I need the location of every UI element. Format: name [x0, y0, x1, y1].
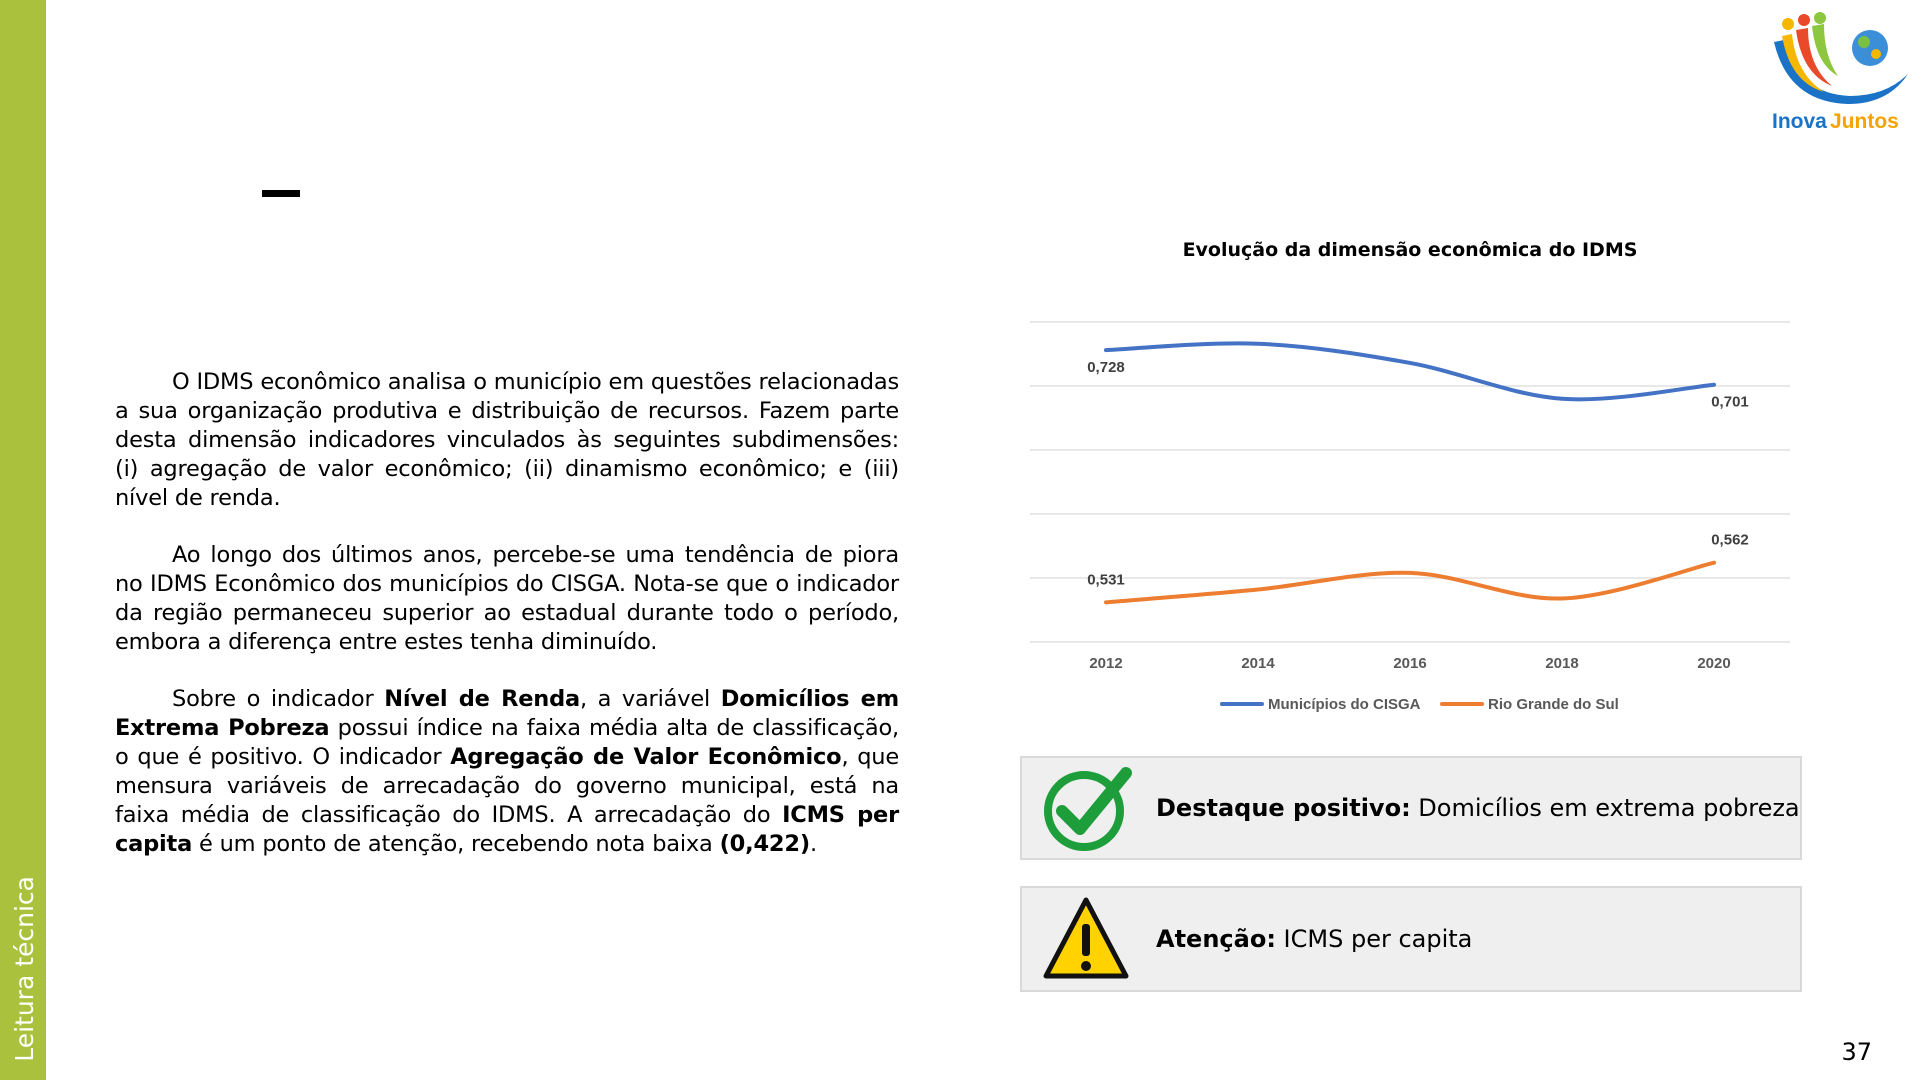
x-tick-label: 2014	[1241, 655, 1275, 672]
attention-callout-value: ICMS per capita	[1275, 925, 1473, 953]
attention-callout-label: Atenção:	[1156, 925, 1276, 953]
series-line	[1106, 563, 1714, 603]
sidebar	[0, 0, 46, 1080]
p3-bold-value: (0,422)	[719, 831, 810, 857]
attention-callout-text	[1156, 925, 1472, 953]
paragraph-3	[115, 685, 899, 859]
check-icon	[1040, 763, 1134, 853]
x-tick-label: 2020	[1697, 655, 1731, 672]
body-text	[115, 368, 899, 887]
chart-series	[1087, 343, 1749, 602]
p3-text-1: Sobre o indicador	[172, 686, 385, 712]
chart-grid	[1030, 322, 1790, 642]
positive-callout-value: Domicílios em extrema pobreza	[1410, 794, 1800, 822]
p3-text-3: possui índice na faixa média alta de classificação, o que é positivo. O indicador	[115, 715, 899, 770]
attention-callout	[1020, 886, 1802, 992]
positive-callout-text	[1156, 794, 1800, 822]
x-tick-label: 2018	[1545, 655, 1579, 672]
title-dash	[262, 190, 300, 197]
data-label: 0,531	[1087, 571, 1125, 589]
series-line	[1106, 343, 1714, 399]
idms-line-chart	[1010, 230, 1810, 730]
chart-title: Evolução da dimensão econômica do IDMS	[1182, 239, 1638, 261]
warning-icon	[1040, 894, 1134, 984]
logo-text-juntos: Juntos	[1830, 110, 1899, 133]
chart-legend	[1222, 696, 1619, 713]
p3-bold-icms: ICMS per capita	[115, 802, 899, 857]
p3-bold-domicilios: Domicílios em Extrema Pobreza	[115, 686, 899, 741]
p3-text-5: é um ponto de atenção, recebendo nota baixa	[192, 831, 720, 857]
data-label: 0,562	[1711, 531, 1749, 549]
sidebar-label: Leitura técnica	[10, 876, 39, 1062]
logo-text-inova: Inova	[1772, 110, 1827, 133]
sidebar-label-container	[10, 862, 40, 1062]
positive-callout	[1020, 756, 1802, 860]
paragraph-1: O IDMS econômico analisa o município em questões relacionadas a sua organização produtiva e distribuição de recursos. Fazem parte desta dimensão indicadores vinculados às seguintes subdimensões: (i) agregação de valor econômico; (ii) dinamismo econômico; e (iii) nível de renda.	[115, 369, 899, 511]
legend-label: Municípios do CISGA	[1268, 696, 1421, 713]
positive-callout-label: Destaque positivo:	[1156, 794, 1411, 822]
x-tick-label: 2016	[1393, 655, 1427, 672]
p3-text-4: , que mensura variáveis de arrecadação do governo municipal, está na faixa média de classificação do IDMS. A arrecadação do	[115, 744, 899, 828]
x-tick-label: 2012	[1089, 655, 1123, 672]
inovajuntos-logo	[1768, 12, 1916, 136]
chart-x-ticks	[1089, 655, 1730, 672]
legend-label: Rio Grande do Sul	[1488, 696, 1619, 713]
page-number: 37	[1841, 1038, 1872, 1066]
data-label: 0,701	[1711, 393, 1749, 411]
p3-text-2: , a variável	[579, 686, 721, 712]
p3-bold-nivel-renda: Nível de Renda	[384, 686, 580, 712]
paragraph-2: Ao longo dos últimos anos, percebe-se uma tendência de piora no IDMS Econômico dos municípios do CISGA. Nota-se que o indicador da região permaneceu superior ao estadual durante todo o período, embora a diferença entre estes tenha diminuído.	[115, 542, 899, 655]
p3-text-6: .	[809, 831, 817, 857]
data-label: 0,728	[1087, 359, 1125, 377]
p3-bold-agregacao: Agregação de Valor Econômico	[450, 744, 842, 770]
